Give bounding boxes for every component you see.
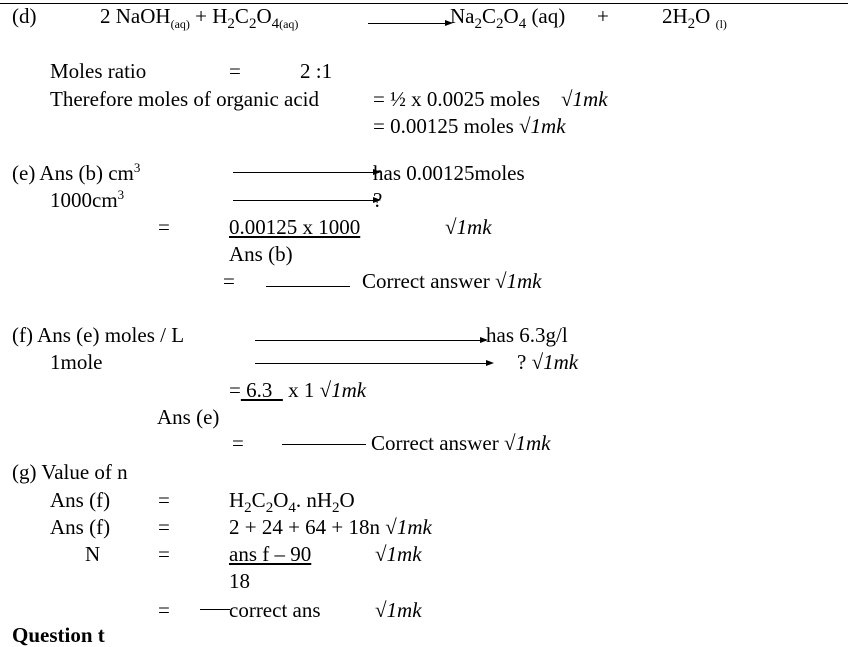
part-g-row1-formula: $H_2C_2O_4$. $nH_2O$ <box>229 488 355 516</box>
part-f-label: (f) Ans (e) moles / L <box>12 323 185 347</box>
part-g-row2-equals: = <box>158 515 170 539</box>
part-d-label: (d) <box>12 4 37 28</box>
part-e-denominator: Ans (b) <box>229 242 293 266</box>
part-f-question-mark: ? √1mk <box>517 350 579 374</box>
part-f-denominator: Ans (e) <box>157 405 220 429</box>
moles-acid-line-2: = 0.00125 moles √1mk <box>373 114 566 138</box>
part-g-label: (g) Value of n <box>12 460 128 484</box>
part-e-numerator: 0.00125 x 1000 <box>229 215 361 239</box>
part-e-equals-1: = <box>158 215 170 239</box>
part-e-mark-1: √1mk <box>445 215 492 239</box>
part-g-row3-mark: √1mk <box>375 542 422 566</box>
part-g-row1-label: Ans (f) <box>50 488 111 512</box>
part-d-equation-product-1: $Na_2C_2O_4$ (aq) <box>450 4 566 32</box>
part-g-answer-blank <box>200 609 230 610</box>
moles-ratio-value: 2 :1 <box>300 59 333 83</box>
part-e-arrow-1 <box>233 172 379 173</box>
part-g-row2-value: 2 + 24 + 64 + 18n √1mk <box>229 515 432 539</box>
therefore-label: Therefore moles of organic acid <box>50 87 319 111</box>
next-heading-fragment: Question t <box>12 623 105 647</box>
part-e-volume: $1000cm^3$ <box>50 187 125 212</box>
part-f-has-mass: has 6.3g/l <box>486 323 568 347</box>
part-f-equals-2: = <box>232 431 244 455</box>
part-f-answer-blank <box>282 444 366 445</box>
part-d-equation-reactants: 2 NaOH$_{(aq)}$ + $H_2C_2O_{4(aq)}$ <box>100 4 299 32</box>
part-d-plus: + <box>597 4 609 28</box>
moles-ratio-equals: = <box>229 59 241 83</box>
part-d-equation-product-2: $2H_2O$ $_{(l)}$ <box>662 4 727 32</box>
part-g-row3-denominator: 18 <box>229 569 250 593</box>
part-f-one-mole: 1mole <box>50 350 103 374</box>
part-g-row2-label: Ans (f) <box>50 515 111 539</box>
part-g-row4-mark: √1mk <box>375 598 422 622</box>
part-f-arrow-1 <box>255 340 486 341</box>
part-g-row3-label: N <box>85 542 101 566</box>
part-f-arrow-2-icon <box>486 360 494 366</box>
part-e-arrow-2 <box>233 200 379 201</box>
part-e-correct-answer: Correct answer √1mk <box>362 269 542 293</box>
part-e-equals-2: = <box>223 269 235 293</box>
reaction-arrow-line <box>368 23 450 24</box>
part-e-label: (e) Ans (b) $cm^3$ <box>12 160 141 185</box>
part-g-row3-equals: = <box>158 542 170 566</box>
part-e-has-moles: has 0.00125moles <box>373 161 525 185</box>
moles-acid-line-1: = ½ x 0.0025 moles √1mk <box>373 87 608 111</box>
part-f-correct-answer: Correct answer √1mk <box>371 431 551 455</box>
part-g-row4-equals: = <box>158 598 170 622</box>
part-g-row1-equals: = <box>158 488 170 512</box>
part-f-arrow-2 <box>255 363 491 364</box>
part-e-question-mark: ? <box>373 188 383 212</box>
part-g-row3-numerator: ans f – 90 <box>229 542 312 566</box>
moles-ratio-label: Moles ratio <box>50 59 147 83</box>
part-g-row4-value: correct ans <box>229 598 321 622</box>
part-f-fraction-line: = 6.3 x 1 √1mk <box>229 378 367 402</box>
part-e-answer-blank <box>266 286 350 287</box>
